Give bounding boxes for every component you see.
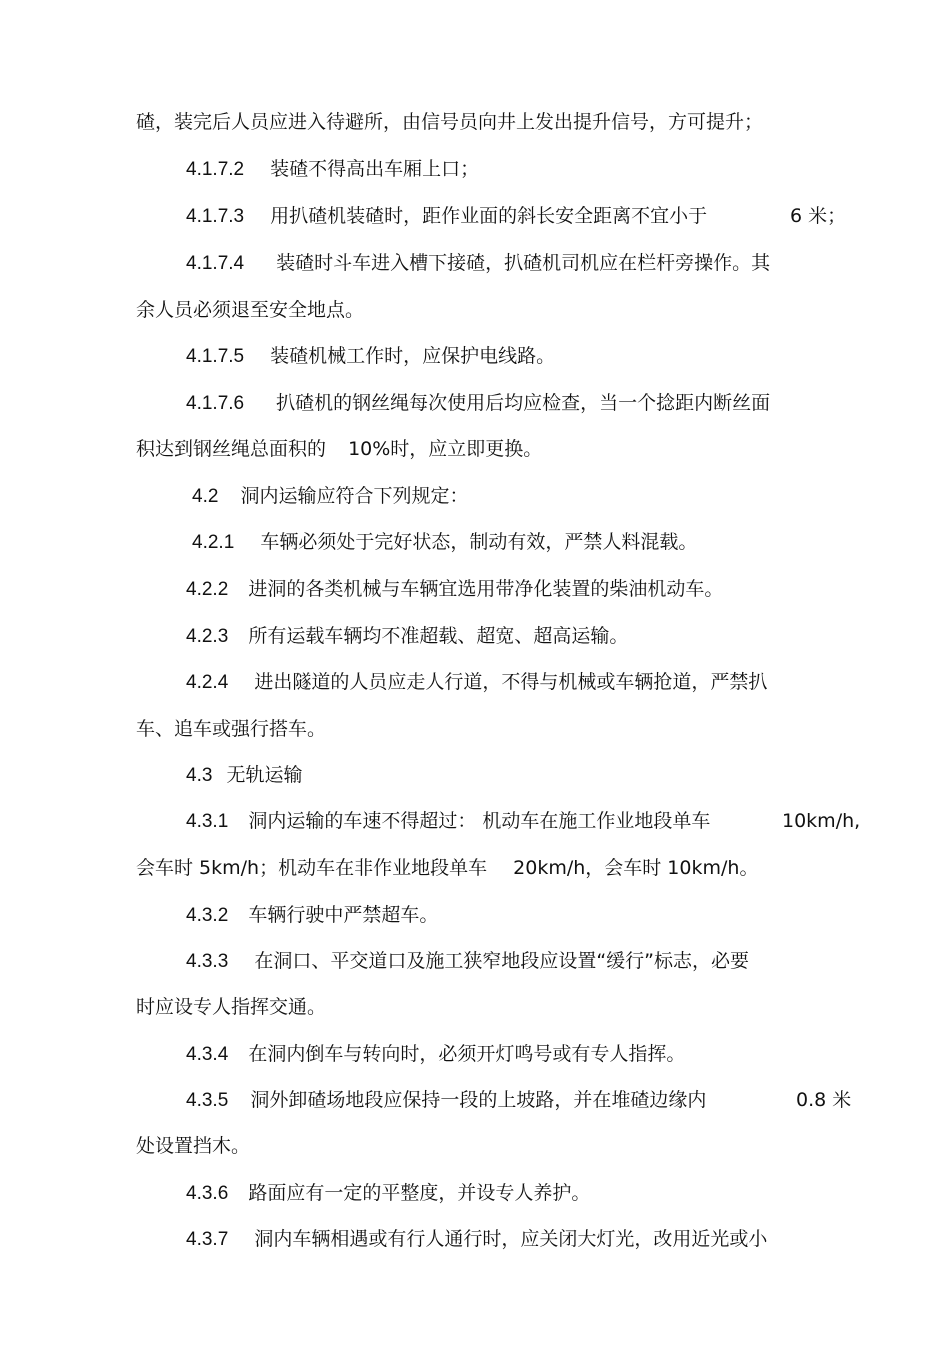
line-text: 余人员必须退至安全地点。	[136, 299, 365, 321]
line-tail: 10%时，应立即更换。	[348, 438, 543, 460]
clause-text: 进洞的各类机械与车辆宜选用带净化装置的柴油机动车。	[248, 578, 724, 600]
section-text: 洞内运输应符合下列规定：	[240, 485, 469, 507]
clause-text: 洞内车辆相遇或有行人通行时，应关闭大灯光，改用近光或小	[254, 1228, 768, 1250]
clause-number: 4.3.3	[186, 951, 229, 972]
clause-tail-text: 0.8 米	[796, 1089, 852, 1111]
clause-line	[186, 670, 767, 695]
clause-line	[186, 577, 723, 602]
clause-number: 4.1.7.5	[186, 346, 245, 367]
clause-line	[186, 903, 438, 928]
clause-text: 进出隧道的人员应走人行道，不得与机械或车辆抢道，严禁扒	[254, 671, 768, 693]
clause-text: 车辆行驶中严禁超车。	[248, 904, 439, 926]
clause-text: 洞内运输的车速不得超过： 机动车在施工作业地段单车	[248, 810, 711, 832]
clause-number: 4.3.5	[186, 1090, 229, 1111]
clause-line	[186, 1181, 590, 1206]
text-line	[136, 437, 542, 461]
clause-number: 4.1.7.4	[186, 253, 245, 274]
line-text: 积达到钢丝绳总面积的	[136, 438, 327, 460]
text-line	[136, 298, 364, 322]
clause-line	[186, 391, 770, 416]
line-text: 碴，装完后人员应进入待避所，由信号员向井上发出提升信号，方可提升；	[136, 111, 764, 133]
text-line	[136, 995, 326, 1019]
clause-line	[186, 251, 770, 276]
clause-text: 装碴机械工作时，应保护电线路。	[270, 345, 556, 367]
line-tail: 20km/h，会车时 10km/h。	[513, 857, 759, 879]
clause-tail	[790, 204, 846, 228]
clause-text: 车辆必须处于完好状态，制动有效，严禁人料混载。	[260, 531, 698, 553]
clause-line	[192, 530, 697, 555]
text-line	[136, 856, 758, 880]
clause-line	[186, 1227, 767, 1252]
clause-number: 4.1.7.6	[186, 393, 245, 414]
clause-line	[186, 949, 749, 974]
line-text: 时应设专人指挥交通。	[136, 996, 327, 1018]
clause-text: 所有运载车辆均不准超载、超宽、超高运输。	[248, 625, 629, 647]
clause-line	[186, 624, 628, 649]
clause-number: 4.3.7	[186, 1229, 229, 1250]
text-line	[136, 717, 326, 741]
text-line	[136, 1134, 250, 1158]
section-number: 4.2	[192, 486, 219, 507]
clause-text: 装碴不得高出车厢上口；	[270, 158, 480, 180]
clause-text: 在洞口、平交道口及施工狭窄地段应设置“缓行”标志，必要	[254, 950, 750, 972]
clause-text: 路面应有一定的平整度，并设专人养护。	[248, 1182, 591, 1204]
clause-line	[186, 157, 479, 182]
section-heading	[186, 763, 302, 788]
clause-number: 4.2.3	[186, 626, 229, 647]
clause-number: 4.2.2	[186, 579, 229, 600]
clause-number: 4.3.6	[186, 1183, 229, 1204]
text-line	[136, 110, 763, 134]
clause-text: 在洞内倒车与转向时，必须开灯鸣号或有专人指挥。	[248, 1043, 686, 1065]
clause-number: 4.1.7.2	[186, 159, 245, 180]
clause-number: 4.3.1	[186, 811, 229, 832]
clause-number: 4.2.4	[186, 672, 229, 693]
clause-line	[186, 809, 710, 834]
clause-line	[186, 344, 555, 369]
clause-tail	[782, 809, 860, 833]
line-text: 车、追车或强行搭车。	[136, 718, 327, 740]
clause-number: 4.3.2	[186, 905, 229, 926]
line-text: 会车时 5km/h；机动车在非作业地段单车	[136, 857, 488, 879]
section-text: 无轨运输	[226, 764, 303, 786]
section-number: 4.3	[186, 765, 213, 786]
clause-number: 4.2.1	[192, 532, 235, 553]
clause-text: 用扒碴机装碴时，距作业面的斜长安全距离不宜小于	[270, 205, 708, 227]
clause-line	[186, 1042, 685, 1067]
clause-number: 4.1.7.3	[186, 206, 245, 227]
clause-text: 扒碴机的钢丝绳每次使用后均应检查，当一个捻距内断丝面	[276, 392, 771, 414]
clause-number: 4.3.4	[186, 1044, 229, 1065]
clause-line	[186, 1088, 706, 1113]
clause-text: 洞外卸碴场地段应保持一段的上坡路，并在堆碴边缘内	[250, 1089, 707, 1111]
clause-tail-text: 6 米；	[790, 205, 847, 227]
clause-line	[186, 204, 707, 229]
clause-tail-text: 10km/h,	[782, 810, 861, 832]
clause-tail	[796, 1088, 851, 1112]
line-text: 处设置挡木。	[136, 1135, 251, 1157]
clause-text: 装碴时斗车进入槽下接碴，扒碴机司机应在栏杆旁操作。其	[276, 252, 771, 274]
section-heading	[192, 484, 468, 509]
